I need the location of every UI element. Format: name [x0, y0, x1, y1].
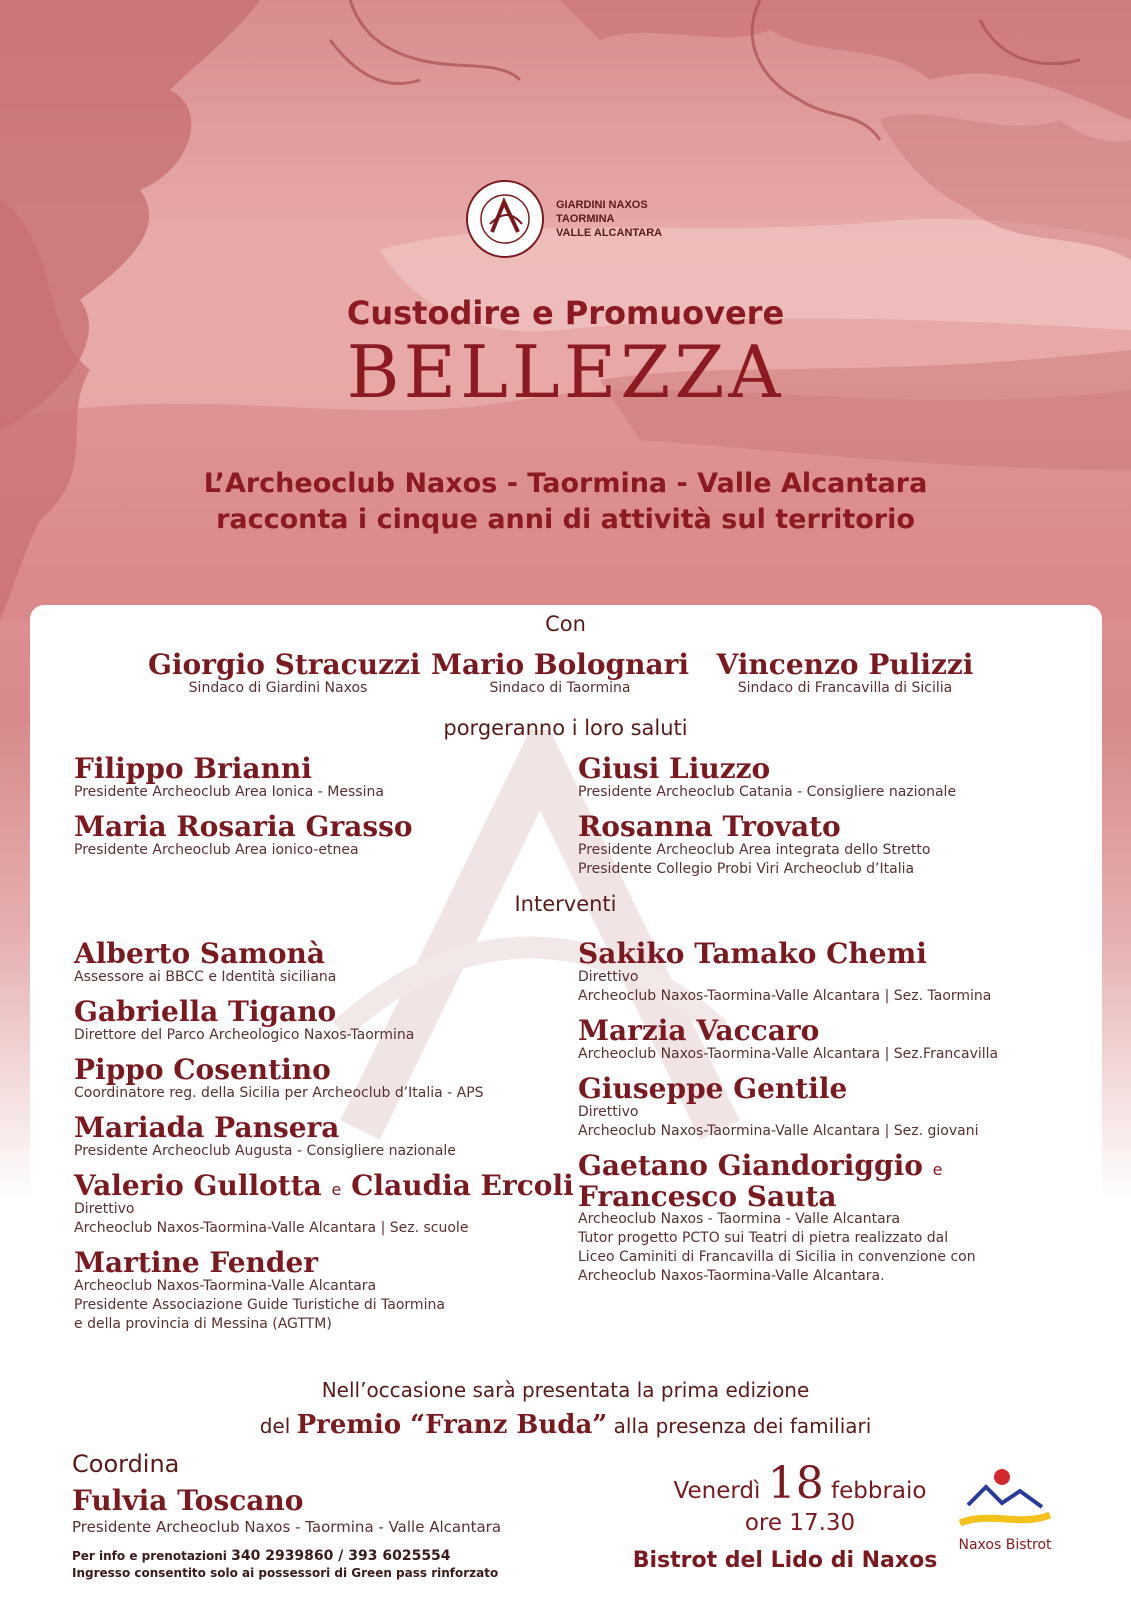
premio-post: alla presenza dei familiari [613, 1414, 872, 1438]
speaker-role: Direttore del Parco Archeologico Naxos-Taormina [74, 1027, 415, 1043]
logo-emblem [466, 180, 544, 258]
logo-text [556, 198, 662, 240]
speaker-role: Assessore ai BBCC e Identità siciliana [74, 969, 337, 985]
mayor-role: Sindaco di Taormina [489, 680, 631, 696]
speaker-name: Mariada Pansera [74, 1111, 340, 1144]
speaker-role: Presidente Archeoclub Area integrata dello Stretto [578, 842, 931, 858]
coordinator-name: Fulvia Toscano [72, 1484, 304, 1517]
premio-pre: del [259, 1414, 291, 1438]
coordina-label: Coordina [72, 1450, 180, 1478]
speaker-name: Alberto Samonà [74, 937, 326, 970]
speaker-role: Direttivo [578, 1104, 639, 1120]
premio-line [0, 1410, 1131, 1440]
mayor-role: Sindaco di Francavilla di Sicilia [737, 680, 953, 696]
speaker-role: Archeoclub Naxos - Taormina - Valle Alcantara [578, 1211, 901, 1227]
speaker-role: Direttivo [74, 1201, 135, 1217]
logo-line: GIARDINI NAXOS [556, 199, 648, 211]
speaker-name: Giusi Liuzzo [578, 752, 771, 785]
page-title: BELLEZZA [346, 330, 785, 414]
mayor-role: Sindaco di Giardini Naxos [188, 680, 368, 696]
speaker-name: Francesco Sauta [578, 1180, 837, 1213]
section-interventi-label: Interventi [514, 892, 617, 916]
section-con-label: Con [545, 612, 586, 636]
speaker-name: Claudia Ercoli [351, 1169, 574, 1202]
speaker-role: Direttivo [578, 969, 639, 985]
speaker-role: Archeoclub Naxos-Taormina-Valle Alcantara [74, 1278, 377, 1294]
speaker-role: Liceo Caminiti di Francavilla di Sicilia in convenzione con [578, 1249, 976, 1265]
mayor-name: Giorgio Stracuzzi [148, 648, 421, 681]
speaker-role: Presidente Associazione Guide Turistiche di Taormina [74, 1297, 445, 1313]
speaker-role: Archeoclub Naxos-Taormina-Valle Alcantara. [578, 1268, 885, 1284]
event-day: Venerdì [673, 1478, 761, 1504]
premio-name: Premio “Franz Buda” [296, 1410, 608, 1440]
speaker-role: e della provincia di Messina (AGTTM) [74, 1316, 332, 1332]
subtitle: Custodire e Promuovere [346, 294, 785, 332]
info-prefix: Per info e prenotazioni [72, 1549, 227, 1563]
speaker-role: Presidente Archeoclub Augusta - Consigliere nazionale [74, 1143, 456, 1159]
mayor-name: Vincenzo Pulizzi [716, 648, 974, 681]
name-joiner: e [932, 1160, 943, 1179]
tagline-line-2: racconta i cinque anni di attività sul territorio [216, 504, 915, 535]
name-joiner: e [331, 1180, 342, 1199]
mayor-name: Mario Bolognari [430, 648, 690, 681]
speaker-name-pair [74, 1169, 574, 1202]
event-date [640, 1458, 960, 1509]
naxos-bistrot-icon [950, 1465, 1060, 1537]
speaker-role: Archeoclub Naxos-Taormina-Valle Alcantara | Sez. giovani [578, 1123, 979, 1139]
logo-line: TAORMINA [556, 213, 615, 225]
event-month: febbraio [831, 1478, 927, 1504]
speaker-role: Presidente Archeoclub Area ionico-etnea [74, 842, 359, 858]
speaker-name: Maria Rosaria Grasso [74, 810, 413, 843]
speaker-name: Gaetano Giandoriggio [578, 1149, 923, 1182]
speaker-name-pair [578, 1149, 942, 1182]
speaker-name: Marzia Vaccaro [578, 1014, 820, 1047]
speaker-name: Filippo Brianni [74, 752, 312, 785]
event-date-num: 18 [767, 1458, 824, 1509]
speaker-role: Presidente Archeoclub Area Ionica - Messina [74, 784, 384, 800]
speaker-name: Gabriella Tigano [74, 995, 337, 1028]
logo-emblem-icon [468, 182, 542, 256]
logo-line: VALLE ALCANTARA [556, 227, 663, 239]
tagline-line-1: L’Archeoclub Naxos - Taormina - Valle Alcantara [203, 468, 928, 499]
speaker-role: Archeoclub Naxos-Taormina-Valle Alcantara | Sez.Francavilla [578, 1046, 999, 1062]
speaker-name: Martine Fender [74, 1246, 319, 1279]
speaker-role: Archeoclub Naxos-Taormina-Valle Alcantara | Sez. scuole [74, 1220, 469, 1236]
speaker-name: Sakiko Tamako Chemi [578, 937, 927, 970]
speaker-name: Rosanna Trovato [578, 810, 841, 843]
speaker-role: Tutor progetto PCTO sui Teatri di pietra realizzato dal [578, 1230, 949, 1246]
info-line [72, 1548, 451, 1564]
event-time: ore 17.30 [744, 1510, 856, 1536]
speaker-role: Coordinatore reg. della Sicilia per Archeoclub d’Italia - APS [74, 1085, 484, 1101]
speaker-name: Giuseppe Gentile [578, 1072, 848, 1105]
section-saluti-label: porgeranno i loro saluti [443, 716, 688, 740]
speaker-role: Presidente Archeoclub Catania - Consigliere nazionale [578, 784, 957, 800]
info-phones: 340 2939860 / 393 6025554 [231, 1548, 451, 1564]
archeoclub-logo [466, 180, 666, 260]
green-pass-note: Ingresso consentito solo ai possessori di Green pass rinforzato [72, 1566, 499, 1580]
speaker-name: Valerio Gullotta [74, 1169, 322, 1202]
naxos-bistrot-label: Naxos Bistrot [958, 1537, 1052, 1553]
event-venue: Bistrot del Lido di Naxos [632, 1548, 938, 1573]
coordinator-role: Presidente Archeoclub Naxos - Taormina - Valle Alcantara [72, 1518, 502, 1536]
premio-intro: Nell’occasione sarà presentata la prima edizione [321, 1378, 810, 1402]
speaker-role: Archeoclub Naxos-Taormina-Valle Alcantara | Sez. Taormina [578, 988, 992, 1004]
speaker-name: Pippo Cosentino [74, 1053, 331, 1086]
naxos-bistrot-logo [950, 1465, 1060, 1555]
speaker-role: Presidente Collegio Probi Viri Archeoclub d’Italia [578, 861, 915, 877]
